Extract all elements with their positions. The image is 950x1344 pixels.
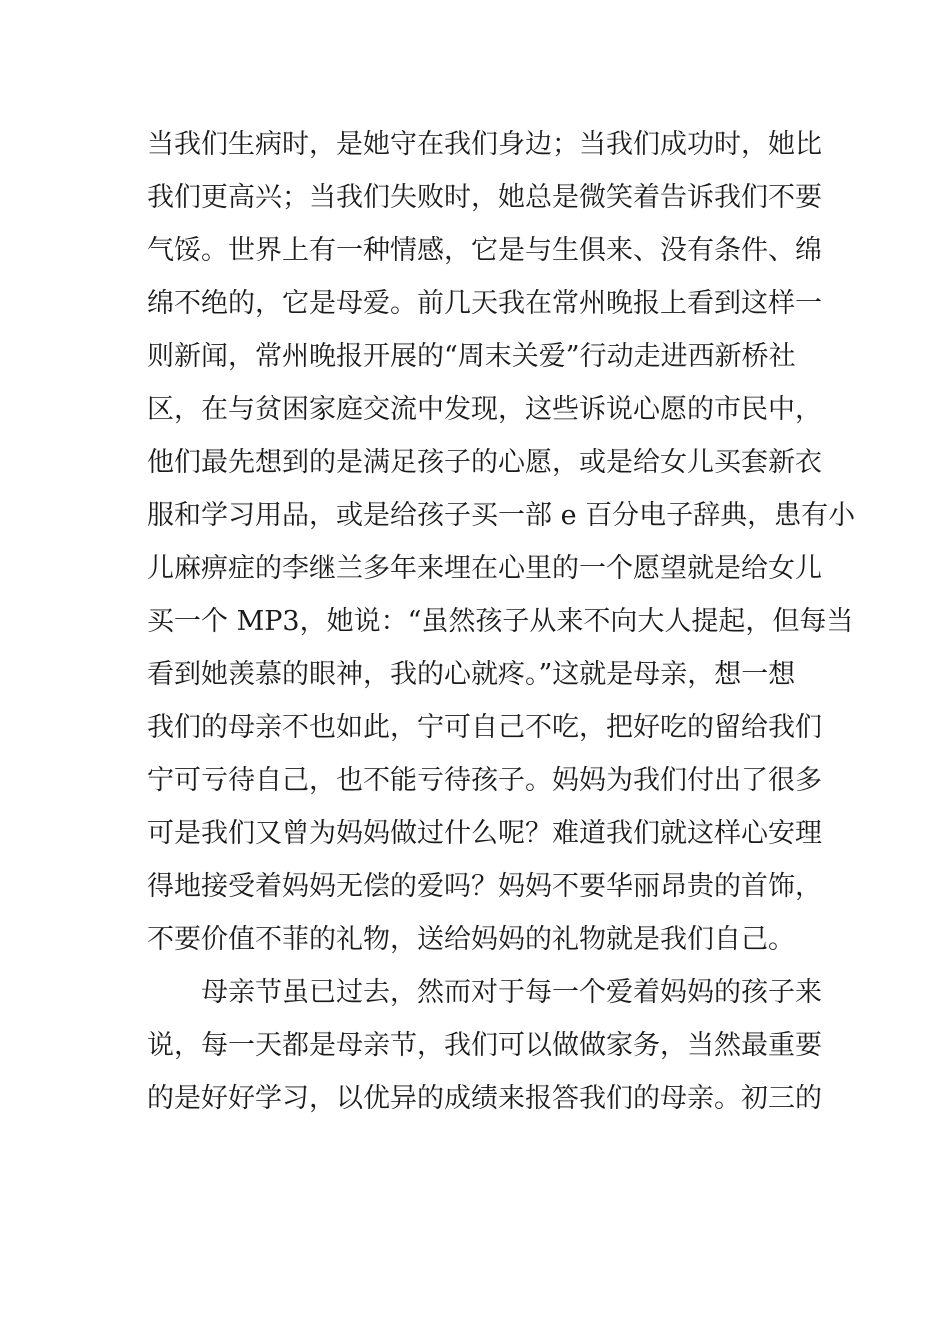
text-line-14: 可是我们又曾为妈妈做过什么呢？难道我们就这样心安理: [147, 818, 822, 849]
text-line-1: 当我们生病时，是她守在我们身边；当我们成功时，她比: [147, 129, 822, 160]
paragraph-start-line: 母亲节虽已过去，然而对于每一个爱着妈妈的孩子来: [201, 977, 822, 1008]
text-line-18: 说，每一天都是母亲节，我们可以做做家务，当然最重要: [147, 1030, 822, 1061]
text-line-10: 买一个 MP3，她说：“虽然孩子从来不向大人提起，但每当: [147, 606, 854, 637]
text-line-6: 区，在与贫困家庭交流中发现，这些诉说心愿的市民中，: [147, 394, 822, 425]
text-line-9: 儿麻痹症的李继兰多年来埋在心里的一个愿望就是给女儿: [147, 553, 822, 584]
text-line-16: 不要价值不菲的礼物，送给妈妈的礼物就是我们自己。: [147, 924, 795, 955]
text-line-13: 宁可亏待自己，也不能亏待孩子。妈妈为我们付出了很多: [147, 765, 822, 796]
text-line-5: 则新闻，常州晚报开展的“周末关爱”行动走进西新桥社: [147, 341, 796, 372]
text-line-7: 他们最先想到的是满足孩子的心愿，或是给女儿买套新衣: [147, 447, 822, 478]
text-line-12: 我们的母亲不也如此，宁可自己不吃，把好吃的留给我们: [147, 712, 822, 743]
text-line-15: 得地接受着妈妈无偿的爱吗？妈妈不要华丽昂贵的首饰，: [147, 871, 822, 902]
text-line-11: 看到她羡慕的眼神，我的心就疼。”这就是母亲，想一想: [147, 659, 796, 690]
text-line-19: 的是好好学习，以优异的成绩来报答我们的母亲。初三的: [147, 1083, 822, 1114]
text-line-2: 我们更高兴；当我们失败时，她总是微笑着告诉我们不要: [147, 182, 822, 213]
text-line-4: 绵不绝的，它是母爱。前几天我在常州晚报上看到这样一: [147, 288, 822, 319]
body-text: [147, 118, 856, 1125]
text-line-3: 气馁。世界上有一种情感，它是与生俱来、没有条件、绵: [147, 235, 822, 266]
text-line-8: 服和学习用品，或是给孩子买一部 e 百分电子辞典，患有小: [147, 500, 856, 531]
